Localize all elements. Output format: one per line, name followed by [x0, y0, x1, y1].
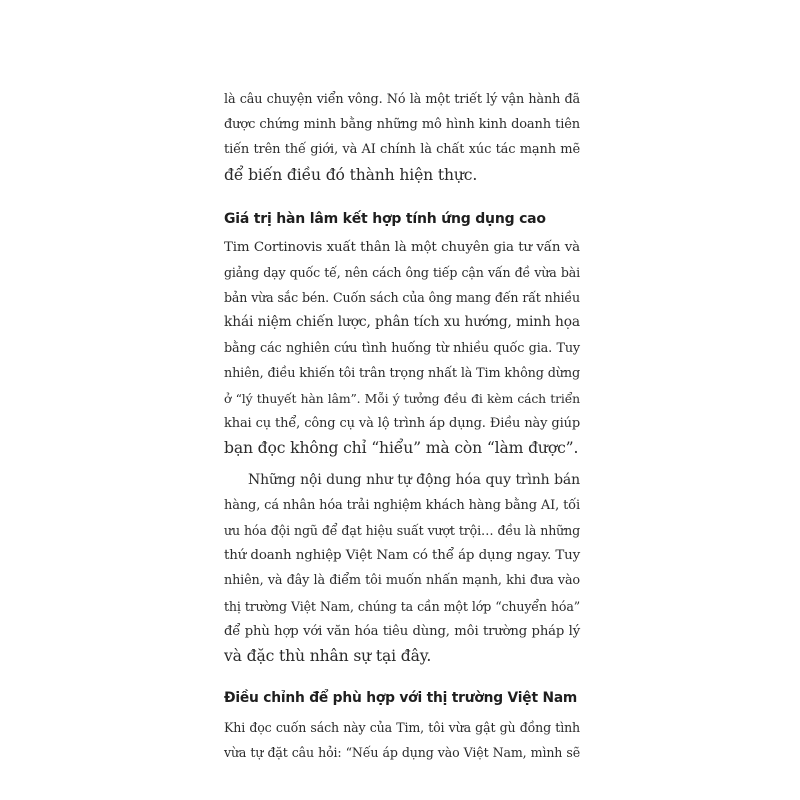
- section-heading-vietnam-adaptation: Điều chỉnh để phù hợp với thị trường Việt Nam: [224, 690, 578, 707]
- text-line: thị trường Việt Nam, chúng ta cần một lớp “chuyển hóa”: [224, 598, 580, 614]
- text-line: Tim Cortinovis xuất thân là một chuyên gia tư vấn và: [224, 239, 580, 255]
- text-line: Những nội dung như tự động hóa quy trình bán: [248, 471, 580, 488]
- text-line: để biến điều đó thành hiện thực.: [224, 165, 478, 184]
- text-line: để phù hợp với văn hóa tiêu dùng, môi trường pháp lý: [224, 623, 580, 639]
- text-line: ưu hóa đội ngũ để đạt hiệu suất vượt trội… đều là những: [224, 523, 580, 539]
- paragraph-author-background: [224, 235, 580, 462]
- text-line: được chứng minh bằng những mô hình kinh doanh tiên: [224, 117, 580, 133]
- text-line: giảng dạy quốc tế, nên cách ông tiếp cận vấn đề vừa bài: [224, 265, 580, 281]
- paragraph-intro: [224, 87, 580, 188]
- text-line: thứ doanh nghiệp Việt Nam có thể áp dụng ngay. Tuy: [224, 548, 580, 564]
- text-line: bằng các nghiên cứu tình huống từ nhiều quốc gia. Tuy: [224, 340, 580, 356]
- text-line: tiến trên thế giới, và AI chính là chất xúc tác mạnh mẽ: [224, 142, 580, 158]
- text-line: bản vừa sắc bén. Cuốn sách của ông mang đến rất nhiều: [224, 290, 580, 306]
- text-line: là câu chuyện viển vông. Nó là một triết lý vận hành đã: [224, 92, 580, 107]
- text-line: khái niệm chiến lược, phân tích xu hướng, minh họa: [224, 314, 580, 331]
- text-line: nhiên, điều khiến tôi trân trọng nhất là Tim không dừng: [224, 365, 580, 381]
- text-line: ở “lý thuyết hàn lâm”. Mỗi ý tưởng đều đi kèm cách triển: [224, 391, 580, 407]
- text-line: hàng, cá nhân hóa trải nghiệm khách hàng bằng AI, tối: [224, 497, 580, 513]
- section-heading-academic-value: Giá trị hàn lâm kết hợp tính ứng dụng cao: [224, 210, 546, 227]
- text-column: [224, 87, 580, 766]
- text-line: khai cụ thể, công cụ và lộ trình áp dụng. Điều này giúp: [224, 416, 580, 432]
- text-line: vừa tự đặt câu hỏi: “Nếu áp dụng vào Việt Nam, mình sẽ: [224, 745, 580, 761]
- text-line: nhiên, và đây là điểm tôi muốn nhấn mạnh, khi đưa vào: [224, 573, 580, 589]
- paragraph-application: [224, 468, 580, 670]
- paragraph-reading-reflection: [224, 715, 580, 765]
- text-line: Khi đọc cuốn sách này của Tim, tôi vừa gật gù đồng tình: [224, 720, 580, 736]
- text-line: và đặc thù nhân sự tại đây.: [224, 647, 432, 666]
- text-line: bạn đọc không chỉ “hiểu” mà còn “làm được”.: [224, 439, 579, 458]
